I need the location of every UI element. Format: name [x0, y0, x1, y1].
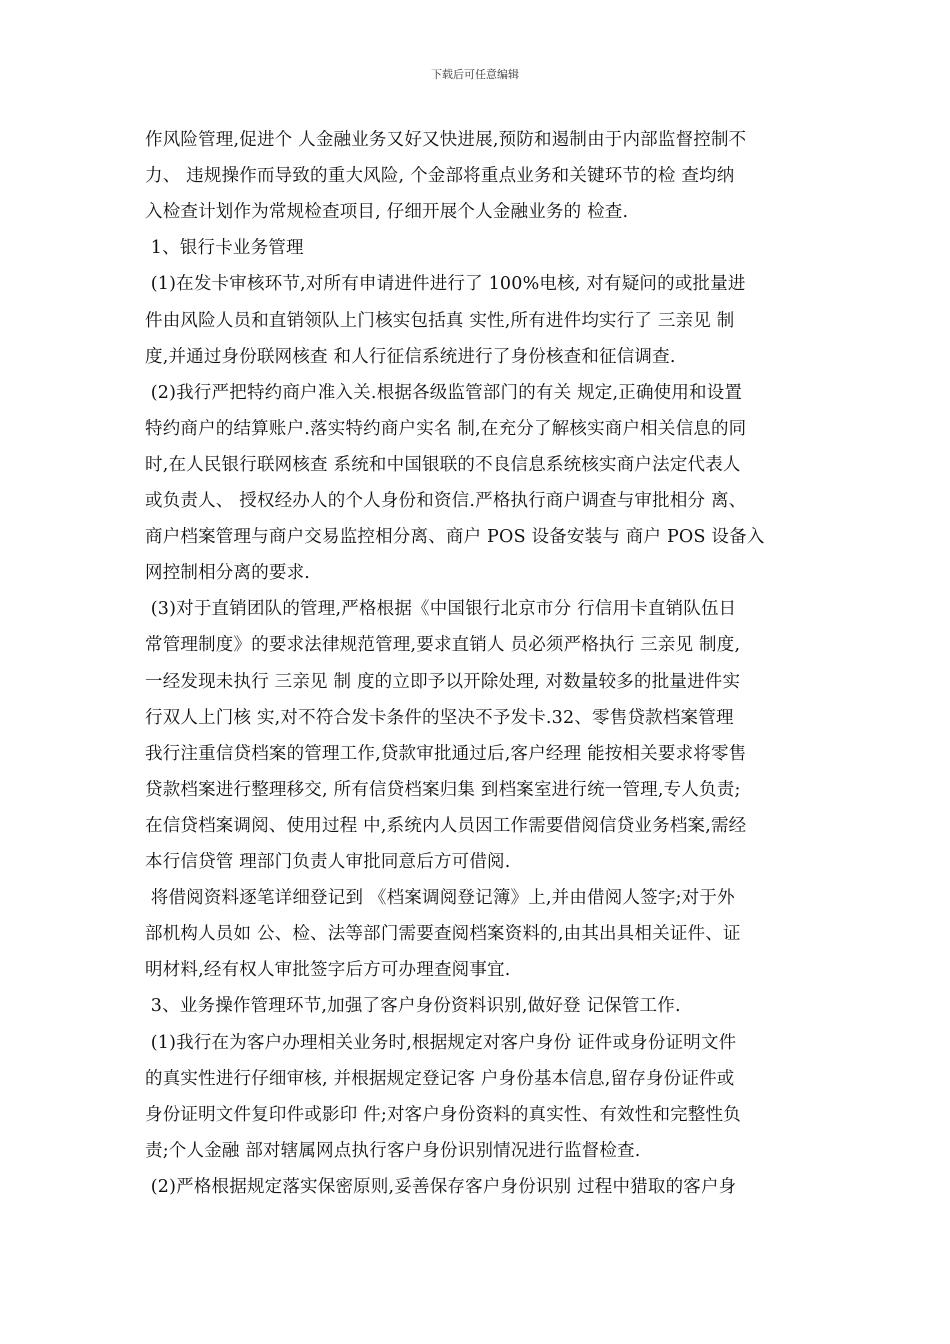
text-line: (2)严格根据规定落实保密原则,妥善保存客户身份识别 过程中猎取的客户身 — [145, 1176, 737, 1197]
text-line: 网控制相分离的要求. — [145, 563, 311, 584]
text-line: 件由风险人员和直销领队上门核实包括真 实性,所有进件均实行了 三亲见 制 — [145, 310, 735, 331]
text-line: 的真实性进行仔细审核, 并根据规定登记客 户身份基本信息,留存身份证件或 — [145, 1068, 735, 1089]
text-line: (1)我行在为客户办理相关业务时,根据规定对客户身份 证件或身份证明文件 — [145, 1032, 737, 1053]
text-line: 明材料,经有权人审批签字后方可办理查阅事宜. — [145, 960, 511, 981]
text-line: 作风险管理,促进个 人金融业务又好又快进展,预防和遏制由于内部监督控制不 — [145, 130, 747, 150]
text-line: 度,并通过身份联网核查 和人行征信系统进行了身份核查和征信调查. — [145, 346, 676, 367]
text-line: 贷款档案进行整理移交, 所有信贷档案归集 到档案室进行统一管理,专人负责; — [145, 779, 741, 800]
text-line: 行双人上门核 实,对不符合发卡条件的坚决不予发卡.32、零售贷款档案管理 — [145, 707, 734, 728]
text-line: 责;个人金融 部对辖属网点执行客户身份识别情况进行监督检查. — [145, 1140, 641, 1161]
text-line: 一经发现未执行 三亲见 制 度的立即予以开除处理, 对数量较多的批量进件实 — [145, 671, 741, 692]
header-note: 下载后可任意编辑 — [431, 68, 519, 81]
text-line: 力、 违规操作而导致的重大风险, 个金部将重点业务和关键环节的检 查均纳 — [145, 166, 735, 187]
text-line: (1)在发卡审核环节,对所有申请进件进行了 100%电核, 对有疑问的或批量进 — [145, 274, 746, 295]
text-line: 部机构人员如 公、检、法等部门需要查阅档案资料的,由其出具相关证件、证 — [145, 924, 741, 945]
text-line: (2)我行严把特约商户准入关.根据各级监管部门的有关 规定,正确使用和设置 — [145, 382, 743, 403]
text-line: 在信贷档案调阅、使用过程 中,系统内人员因工作需要借阅信贷业务档案,需经 — [145, 815, 747, 836]
text-line: 本行信贷管 理部门负责人审批同意后方可借阅. — [145, 852, 511, 872]
text-line: 将借阅资料逐笔详细登记到 《档案调阅登记簿》上,并由借阅人签字;对于外 — [145, 888, 735, 909]
text-line: (3)对于直销团队的管理,严格根据《中国银行北京市分 行信用卡直销队伍日 — [145, 599, 737, 620]
text-line: 我行注重信贷档案的管理工作,贷款审批通过后,客户经理 能按相关要求将零售 — [145, 743, 747, 764]
text-line: 入检查计划作为常规检查项目, 仔细开展个人金融业务的 检查. — [145, 202, 629, 223]
text-line: 商户档案管理与商户交易监控相分离、商户 POS 设备安装与 商户 POS 设备入 — [145, 527, 765, 548]
text-line: 1、银行卡业务管理 — [145, 238, 304, 259]
text-line: 身份证明文件复印件或影印 件;对客户身份资料的真实性、有效性和完整性负 — [145, 1104, 741, 1125]
text-line: 常管理制度》的要求法律规范管理,要求直销人 员必须严格执行 三亲见 制度, — [145, 635, 741, 656]
text-line: 特约商户的结算账户.落实特约商户实名 制,在充分了解核实商户相关信息的同 — [145, 418, 747, 439]
text-line: 时,在人民银行联网核查 系统和中国银联的不良信息系统核实商户法定代表人 — [145, 454, 741, 475]
text-line: 3、业务操作管理环节,加强了客户身份资料识别,做好登 记保管工作. — [145, 996, 681, 1017]
text-line: 或负责人、 授权经办人的个人身份和资信.严格执行商户调查与审批相分 离、 — [145, 491, 747, 511]
